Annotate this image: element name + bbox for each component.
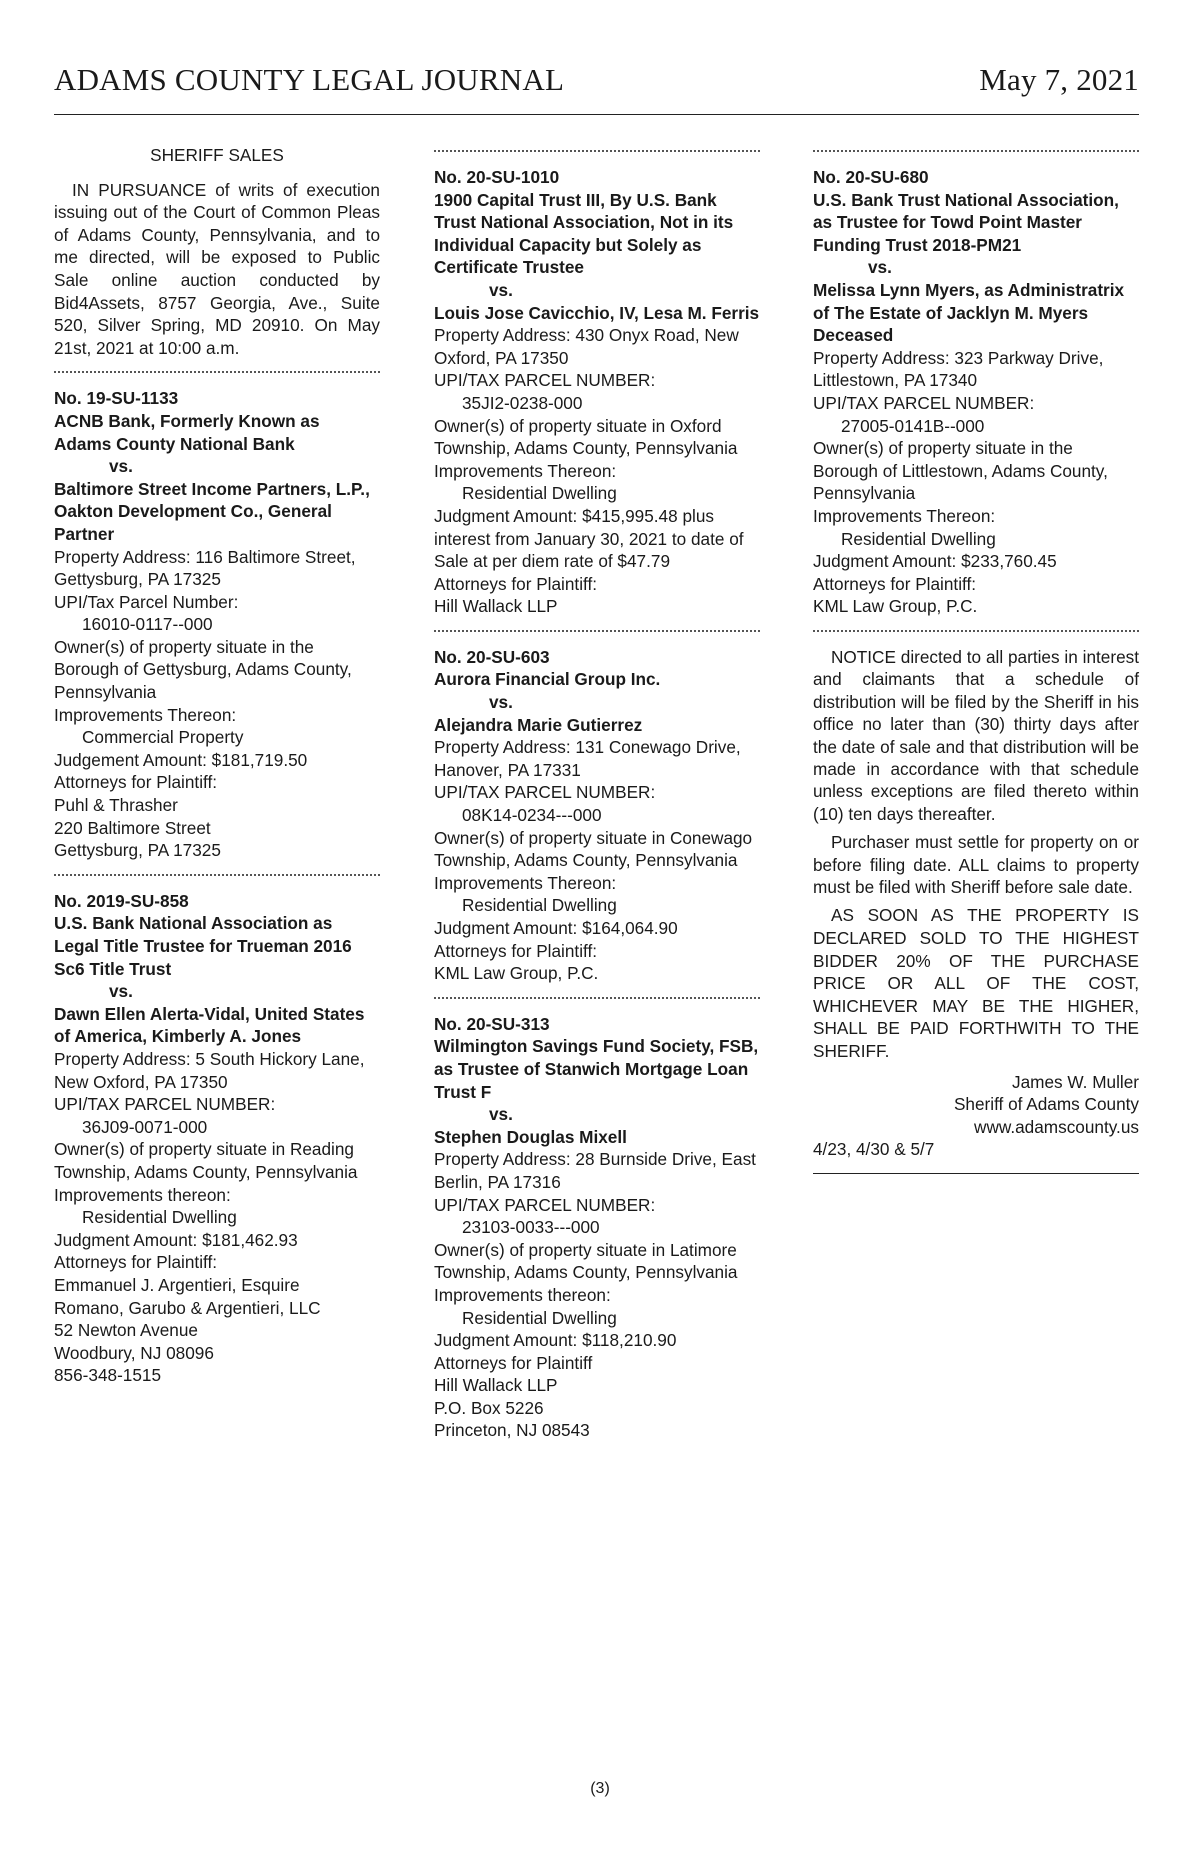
dotted-divider bbox=[813, 630, 1139, 632]
attorney-line: Hill Wallack LLP bbox=[434, 596, 558, 617]
page-number: (3) bbox=[590, 1780, 610, 1797]
plaintiff: U.S. Bank National Association as Legal Title Trustee for Trueman 2016 Sc6 Title Trust bbox=[54, 913, 352, 979]
improvements: Residential Dwelling bbox=[82, 1207, 237, 1228]
property-address: Property Address: 430 Onyx Road, New Oxford, PA 17350 bbox=[434, 325, 739, 368]
parcel-label: UPI/Tax Parcel Number: bbox=[54, 591, 239, 612]
improvements: Residential Dwelling bbox=[462, 483, 617, 504]
attorney-line: Princeton, NJ 08543 bbox=[434, 1420, 590, 1441]
attorneys-label: Attorneys for Plaintiff: bbox=[813, 573, 977, 594]
dotted-divider bbox=[813, 150, 1139, 152]
defendant: Dawn Ellen Alerta-Vidal, United States of America, Kimberly A. Jones bbox=[54, 1003, 365, 1047]
property-address: Property Address: 28 Burnside Drive, East Berlin, PA 17316 bbox=[434, 1149, 756, 1192]
attorney-line: Puhl & Thrasher bbox=[54, 795, 178, 816]
case-number: No. 20-SU-1010 bbox=[434, 167, 560, 187]
property-address: Property Address: 131 Conewago Drive, Hanover, PA 17331 bbox=[434, 737, 741, 780]
case-number: No. 19-SU-1133 bbox=[54, 388, 179, 409]
case-number: No. 20-SU-313 bbox=[434, 1013, 550, 1034]
section-heading: SHERIFF SALES bbox=[150, 145, 284, 165]
parcel-label: UPI/TAX PARCEL NUMBER: bbox=[434, 1194, 656, 1215]
improvements-label: Improvements thereon: bbox=[54, 1184, 231, 1205]
versus: vs. bbox=[109, 981, 133, 1002]
property-address: Property Address: 5 South Hickory Lane, New Oxford, PA 17350 bbox=[54, 1048, 365, 1092]
dotted-divider bbox=[434, 150, 760, 152]
case-entry bbox=[434, 646, 760, 985]
case-entry bbox=[54, 387, 380, 861]
property-address: Property Address: 323 Parkway Drive, Littlestown, PA 17340 bbox=[813, 347, 1104, 391]
attorney-line: Gettysburg, PA 17325 bbox=[54, 840, 221, 861]
attorney-line: Emmanuel J. Argentieri, Esquire bbox=[54, 1274, 300, 1295]
defendant: Stephen Douglas Mixell bbox=[434, 1126, 627, 1147]
improvements-label: Improvements Thereon: bbox=[813, 505, 996, 526]
end-rule bbox=[813, 1173, 1139, 1174]
plaintiff: U.S. Bank Trust National Association, as Trustee for Towd Point Master Funding Trust 2018-PM21 bbox=[813, 189, 1119, 255]
parcel-number: 35JI2-0238-000 bbox=[462, 392, 583, 413]
versus: vs. bbox=[489, 279, 513, 300]
improvements: Commercial Property bbox=[82, 727, 244, 748]
plaintiff: ACNB Bank, Formerly Known as Adams County National Bank bbox=[54, 410, 320, 454]
property-address: Property Address: 116 Baltimore Street, Gettysburg, PA 17325 bbox=[54, 546, 356, 590]
attorney-line: 856-348-1515 bbox=[54, 1365, 162, 1386]
attorney-line: Woodbury, NJ 08096 bbox=[54, 1342, 214, 1363]
defendant: Melissa Lynn Myers, as Administratrix of The Estate of Jacklyn M. Myers Deceased bbox=[813, 279, 1125, 346]
attorneys-label: Attorneys for Plaintiff: bbox=[54, 772, 218, 793]
case-number: No. 20-SU-680 bbox=[813, 167, 929, 187]
dotted-divider bbox=[54, 371, 380, 373]
parcel-label: UPI/TAX PARCEL NUMBER: bbox=[813, 392, 1035, 413]
plaintiff: 1900 Capital Trust III, By U.S. Bank Trust National Association, Not in its Individual Capacity but Solely as Certificate Trustee bbox=[434, 189, 734, 278]
attorney-line: 220 Baltimore Street bbox=[54, 817, 211, 838]
parcel-number: 08K14-0234---000 bbox=[462, 805, 602, 826]
intro-paragraph: IN PURSUANCE of writs of execution issuing out of the Court of Common Pleas of Adams County, Pennsylvania, and to me directed, will be exposed to Public Sale online auction conducted by Bid4Assets, 8757 Georgia, Ave., Suite 520, Silver Spring, MD 20910. On May 21st, 2021 at 10:00 a.m. bbox=[54, 179, 380, 358]
improvements-label: Improvements Thereon: bbox=[434, 460, 617, 481]
improvements-label: Improvements Thereon: bbox=[434, 872, 617, 893]
masthead bbox=[54, 62, 1139, 98]
judgment-amount: Judgement Amount: $181,719.50 bbox=[54, 749, 308, 770]
plaintiff: Aurora Financial Group Inc. bbox=[434, 669, 661, 690]
attorneys-label: Attorneys for Plaintiff bbox=[434, 1352, 593, 1373]
judgment-amount: Judgment Amount: $415,995.48 plus interest from January 30, 2021 to date of Sale at per diem rate of $47.79 bbox=[434, 505, 744, 572]
improvements: Residential Dwelling bbox=[462, 1307, 617, 1328]
attorney-line: 52 Newton Avenue bbox=[54, 1320, 198, 1341]
dotted-divider bbox=[434, 997, 760, 999]
owner-location: Owner(s) of property situate in the Borough of Littlestown, Adams County, Pennsylvania bbox=[813, 438, 1108, 504]
dotted-divider bbox=[434, 630, 760, 632]
attorneys-label: Attorneys for Plaintiff: bbox=[434, 573, 598, 594]
parcel-number: 36J09-0071-000 bbox=[82, 1116, 208, 1137]
versus: vs. bbox=[489, 692, 513, 713]
judgment-amount: Judgment Amount: $233,760.45 bbox=[813, 551, 1057, 572]
sheriff-title: Sheriff of Adams County bbox=[953, 1094, 1139, 1115]
case-number: No. 2019-SU-858 bbox=[54, 890, 189, 911]
column-2 bbox=[434, 150, 760, 1442]
purchaser-notice: Purchaser must settle for property on or before filing date. ALL claims to property must be filed with Sheriff before sale date. bbox=[813, 832, 1139, 897]
owner-location: Owner(s) of property situate in Oxford Township, Adams County, Pennsylvania bbox=[434, 415, 738, 459]
distribution-notice: NOTICE directed to all parties in interest and claimants that a schedule of distribution will be filed by the Sheriff in his office no later than (30) thirty days after the date of sale and that distribution will be made in accordance with that schedule unless exceptions are filed thereto within (10) ten days thereafter. bbox=[813, 646, 1139, 824]
column-3 bbox=[813, 150, 1139, 1174]
parcel-label: UPI/TAX PARCEL NUMBER: bbox=[434, 782, 656, 803]
attorneys-label: Attorneys for Plaintiff: bbox=[434, 940, 598, 961]
dotted-divider bbox=[54, 874, 380, 876]
county-website: www.adamscounty.us bbox=[974, 1116, 1139, 1137]
column-1 bbox=[54, 140, 380, 1387]
defendant: Baltimore Street Income Partners, L.P., Oakton Development Co., General Partner bbox=[54, 478, 370, 544]
case-entry bbox=[434, 1013, 760, 1442]
improvements-label: Improvements thereon: bbox=[434, 1284, 611, 1305]
attorneys-label: Attorneys for Plaintiff: bbox=[54, 1252, 218, 1273]
run-dates: 4/23, 4/30 & 5/7 bbox=[813, 1139, 935, 1160]
attorney-line: KML Law Group, P.C. bbox=[813, 596, 978, 617]
owner-location: Owner(s) of property situate in the Borough of Gettysburg, Adams County, Pennsylvania bbox=[54, 636, 352, 703]
judgment-amount: Judgment Amount: $118,210.90 bbox=[434, 1330, 677, 1351]
attorney-line: P.O. Box 5226 bbox=[434, 1397, 544, 1418]
owner-location: Owner(s) of property situate in Latimore Township, Adams County, Pennsylvania bbox=[434, 1239, 738, 1283]
attorney-line: Romano, Garubo & Argentieri, LLC bbox=[54, 1297, 321, 1318]
issue-date: May 7, 2021 bbox=[979, 62, 1139, 97]
defendant: Louis Jose Cavicchio, IV, Lesa M. Ferris bbox=[434, 302, 760, 323]
defendant: Alejandra Marie Gutierrez bbox=[434, 714, 643, 735]
parcel-label: UPI/TAX PARCEL NUMBER: bbox=[434, 370, 656, 391]
journal-title: ADAMS COUNTY LEGAL JOURNAL bbox=[54, 62, 565, 97]
owner-location: Owner(s) of property situate in Conewago Township, Adams County, Pennsylvania bbox=[434, 827, 753, 871]
sheriff-name: James W. Muller bbox=[1011, 1071, 1139, 1092]
improvements-label: Improvements Thereon: bbox=[54, 704, 237, 725]
attorney-line: Hill Wallack LLP bbox=[434, 1375, 558, 1396]
masthead-rule bbox=[54, 114, 1139, 115]
parcel-number: 23103-0033---000 bbox=[462, 1217, 600, 1238]
case-entry bbox=[54, 890, 380, 1387]
case-entry bbox=[434, 166, 760, 618]
versus: vs. bbox=[489, 1104, 513, 1125]
case-number: No. 20-SU-603 bbox=[434, 646, 550, 667]
payment-notice: AS SOON AS THE PROPERTY IS DECLARED SOLD TO THE HIGHEST BIDDER 20% OF THE PURCHASE PRICE OR ALL OF THE COST, WHICHEVER MAY BE THE HIGHER, SHALL BE PAID FORTHWITH TO THE SHERIFF. bbox=[813, 905, 1139, 1061]
versus: vs. bbox=[868, 257, 892, 278]
improvements: Residential Dwelling bbox=[841, 528, 996, 549]
attorney-line: KML Law Group, P.C. bbox=[434, 963, 599, 984]
parcel-number: 16010-0117--000 bbox=[82, 614, 213, 635]
versus: vs. bbox=[109, 456, 133, 477]
case-entry bbox=[813, 166, 1139, 618]
plaintiff: Wilmington Savings Fund Society, FSB, as Trustee of Stanwich Mortgage Loan Trust F bbox=[434, 1036, 759, 1102]
parcel-number: 27005-0141B--000 bbox=[841, 415, 985, 436]
improvements: Residential Dwelling bbox=[462, 895, 617, 916]
judgment-amount: Judgment Amount: $181,462.93 bbox=[54, 1229, 298, 1250]
parcel-label: UPI/TAX PARCEL NUMBER: bbox=[54, 1094, 276, 1115]
judgment-amount: Judgment Amount: $164,064.90 bbox=[434, 918, 678, 938]
owner-location: Owner(s) of property situate in Reading Township, Adams County, Pennsylvania bbox=[54, 1139, 358, 1182]
